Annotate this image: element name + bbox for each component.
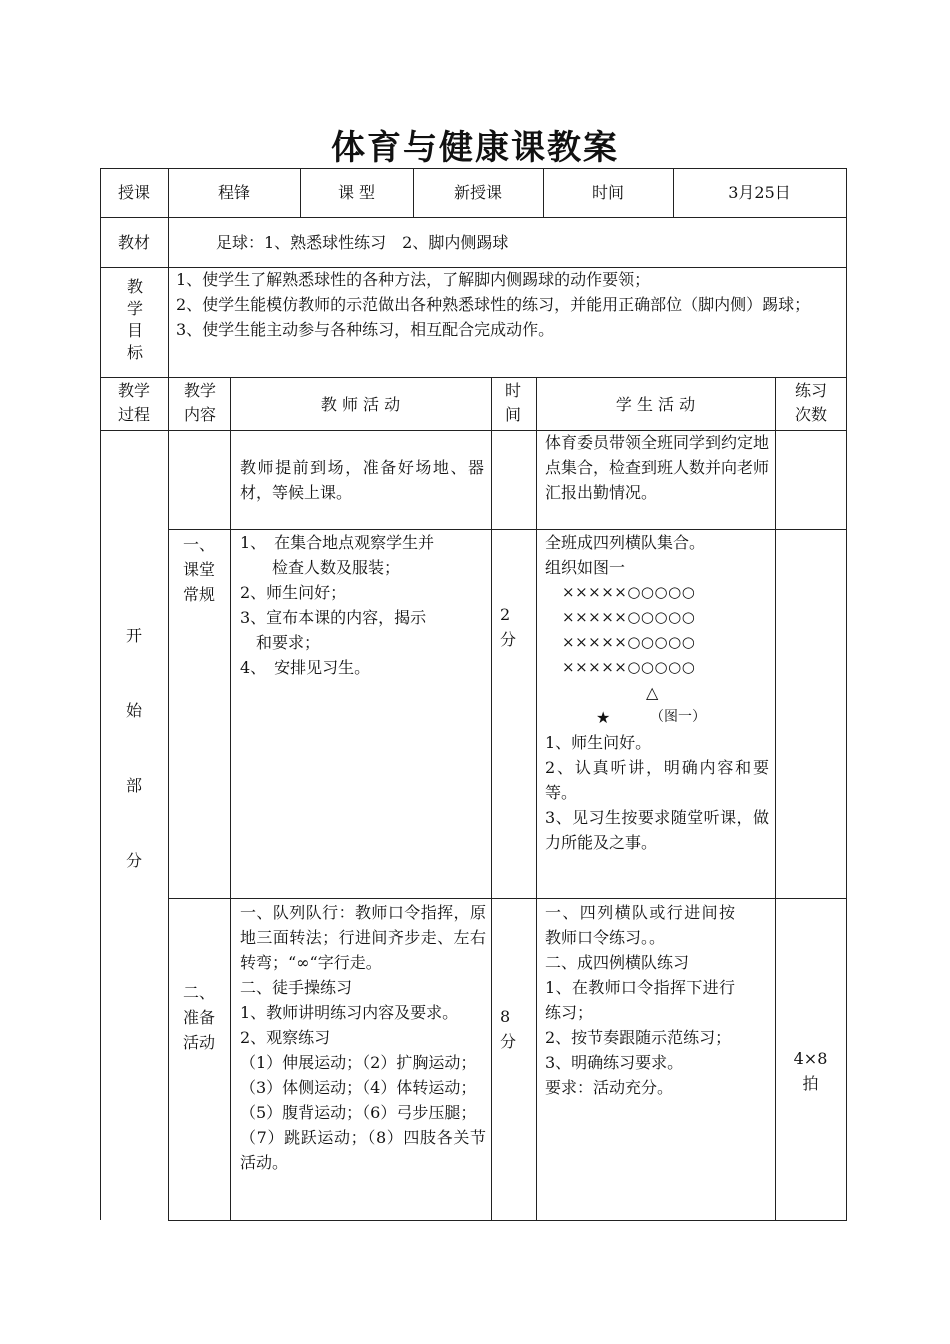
header-process: 教学过程 [117, 381, 150, 424]
material-text: 足球：1、熟悉球性练习 2、脚内侧踢球 [216, 233, 509, 252]
lesson-type: 新授课 [453, 183, 502, 202]
formation-row: ×××××○○○○○ [562, 608, 696, 626]
goals-list [176, 267, 816, 342]
row-b-time: 2 分 [500, 605, 517, 649]
goals-label: 教学目标 [126, 277, 143, 362]
lesson-date: 3月25日 [728, 183, 791, 202]
header-time: 时间 [504, 381, 521, 424]
teacher-label: 授课 [117, 183, 150, 202]
row-c-time: 8 分 [500, 1007, 517, 1051]
figure-caption: （图一） [650, 709, 706, 725]
row-b-teacher: 1、 在集合地点观察学生并 检查人数及服装； 2、师生问好； 3、宣布本课的内容，揭示 和要求； 4、 安排见习生。 [240, 533, 435, 677]
row-b-student-intro: 全班成四列横队集合。 组织如图一 [545, 533, 706, 577]
formation-row: ×××××○○○○○ [562, 633, 696, 651]
goal-item: 2、使学生能模仿教师的示范做出各种熟悉球性的练习，并能用正确部位（脚内侧）踢球； [176, 295, 811, 314]
row-a-student: 体育委员带领全班同学到约定地点集合，检查到班人数并向老师汇报出勤情况。 [545, 433, 770, 502]
row-c-student: 一、四列横队或行进间按教师口令练习。。 二、成四例横队练习 1、在教师口令指挥下进行练习； 2、按节奏跟随示范练习； 3、明确练习要求。 要求：活动充分。 [545, 903, 735, 1097]
page-title: 体育与健康课教案 [331, 128, 619, 168]
formation-row: ×××××○○○○○ [562, 658, 696, 676]
row-a-teacher: 教师提前到场，准备好场地、器材，等候上课。 [240, 458, 484, 502]
teacher-name: 程锋 [217, 183, 250, 202]
star-icon: ★ [596, 708, 611, 727]
row-c-reps: 4×8 拍 [793, 1049, 828, 1093]
formation-diagram [562, 580, 695, 680]
row-c-content: 二、 准备 活动 [182, 983, 215, 1052]
goal-item: 3、使学生能主动参与各种练习，相互配合完成动作。 [176, 320, 555, 339]
header-teacher-activity: 教 师 活 动 [320, 395, 401, 414]
header-reps: 练习次数 [794, 381, 827, 424]
lesson-type-label: 课 型 [337, 183, 376, 202]
header-content: 教学内容 [183, 381, 216, 424]
row-b-student-after: 1、师生问好。 2、认真听讲，明确内容和要等。 3、见习生按要求随堂听课，做力所能及之事。 [545, 733, 769, 852]
row-c-teacher: 一、队列队行：教师口令指挥，原地三面转法；行进间齐步走、左右转弯；“∞“字行走。 二、徒手操练习 1、教师讲明练习内容及要求。 2、观察练习 （1）伸展运动；（2）扩胸运动； （3）体侧运动；（4）体转运动； （5）腹背运动；（6）弓步压腿； （7）跳跃运动；（8）四肢各关节活动。 [240, 903, 486, 1172]
material-label: 教材 [117, 233, 150, 252]
goal-item: 1、使学生了解熟悉球性的各种方法，了解脚内侧踢球的动作要领； [176, 270, 651, 289]
header-student-activity: 学 生 活 动 [615, 395, 696, 414]
teacher-position-mark: △ [646, 683, 659, 702]
section-label: 开始部分 [125, 626, 142, 870]
time-label: 时间 [591, 183, 624, 202]
row-b-content: 一、 课堂 常规 [182, 535, 215, 604]
formation-row: ×××××○○○○○ [562, 583, 696, 601]
